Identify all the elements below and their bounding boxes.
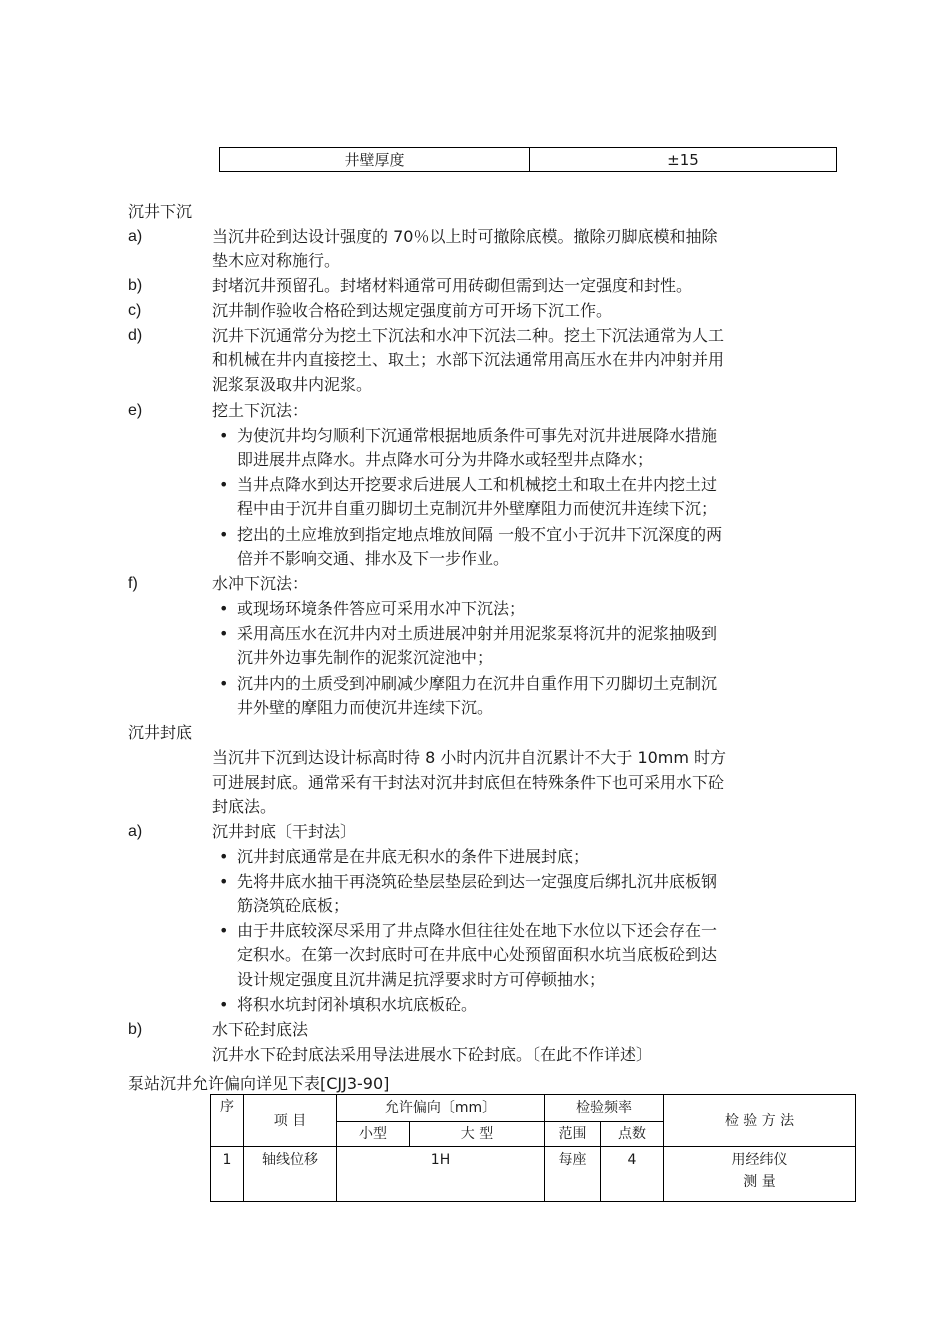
tolerance-table: [210, 1094, 856, 1202]
cell-method: [664, 1147, 856, 1202]
bullet-icon: •: [219, 847, 229, 866]
bullet-line: 筋浇筑砼底板；: [237, 896, 350, 915]
table-row: [220, 148, 837, 172]
item-label-a: a): [128, 823, 143, 840]
bullet-line: 采用高压水在沉井内对土质进展冲射并用泥浆泵将沉井的泥浆抽吸到: [237, 624, 718, 643]
bullet-icon: •: [219, 995, 229, 1014]
header-allowed-deviation: 允许偏向〔mm〕: [337, 1095, 545, 1122]
bullet-line: 挖出的土应堆放到指定地点堆放间隔 一般不宜小于沉井下沉深度的两: [237, 525, 723, 544]
cell-seq: 1: [211, 1147, 244, 1202]
paragraph-line: 封底法。: [212, 797, 277, 816]
method-line: 测 量: [743, 1174, 776, 1190]
paragraph-line: 垫木应对称施行。: [212, 251, 341, 270]
paragraph-line: 封堵沉井预留孔。封堵材料通常可用砖砌但需到达一定强度和封性。: [212, 276, 693, 295]
table-cell: 井壁厚度: [220, 148, 530, 172]
table-caption: 泵站沉井允许偏向详见下表[CJJ3-90]: [128, 1074, 390, 1093]
table-cell: ±15: [530, 148, 837, 172]
bullet-icon: •: [219, 674, 229, 693]
bullet-icon: •: [219, 525, 229, 544]
section-heading-sealing: 沉井封底: [128, 723, 193, 742]
cell-item: 轴线位移: [244, 1147, 337, 1202]
paragraph-line: 和机械在井内直接挖土、取土；水部下沉法通常用高压水在井内冲射并用: [212, 350, 725, 369]
subsection-title: 水下砼封底法: [212, 1020, 309, 1039]
bullet-icon: •: [219, 475, 229, 494]
bullet-line: 程中由于沉井自重刃脚切土克制沉井外壁摩阻力而使沉井连续下沉；: [237, 499, 718, 518]
item-label-f: f): [128, 575, 138, 592]
bullet-icon: •: [219, 599, 229, 618]
header-seq: 序: [211, 1095, 244, 1147]
subsection-title: 沉井封底〔干封法〕: [212, 822, 357, 841]
header-inspection-method: 检 验 方 法: [664, 1095, 856, 1147]
paragraph-line: 泥浆泵汲取井内泥浆。: [212, 375, 373, 394]
wall-thickness-table: [219, 147, 837, 172]
bullet-line: 为使沉井均匀顺利下沉通常根据地质条件可事先对沉井进展降水措施: [237, 426, 718, 445]
paragraph-line: 可进展封底。通常采有干封法对沉井封底但在特殊条件下也可采用水下砼: [212, 773, 725, 792]
item-label-a: a): [128, 228, 143, 245]
bullet-line: 即进展井点降水。井点降水可分为井降水或轻型井点降水；: [237, 450, 654, 469]
header-range: 范围: [545, 1121, 601, 1146]
item-label-e: e): [128, 402, 143, 419]
bullet-line: 将积水坑封闭补填积水坑底板砼。: [237, 995, 478, 1014]
table-row: [211, 1147, 856, 1202]
paragraph-line: 当沉井下沉到达设计标高时待 8 小时内沉井自沉累计不大于 10mm 时方: [212, 748, 727, 767]
header-points: 点数: [601, 1121, 664, 1146]
table-header-row: [211, 1095, 856, 1122]
header-small: 小型: [337, 1121, 410, 1146]
paragraph-line: 当沉井砼到达设计强度的 70％以上时可撤除底模。撤除刃脚底模和抽除: [212, 227, 718, 246]
paragraph-line: 沉井下沉通常分为挖土下沉法和水冲下沉法二种。挖土下沉法通常为人工: [212, 326, 725, 345]
paragraph-line: 沉井制作验收合格砼到达规定强度前方可开场下沉工作。: [212, 301, 613, 320]
bullet-line: 沉井封底通常是在井底无积水的条件下进展封底；: [237, 847, 590, 866]
cell-points: 4: [601, 1147, 664, 1202]
bullet-line: 沉井外边事先制作的泥浆沉淀池中；: [237, 648, 494, 667]
bullet-line: 先将井底水抽干再浇筑砼垫层垫层砼到达一定强度后绑扎沉井底板钢: [237, 872, 718, 891]
bullet-line: 沉井内的土质受到冲刷减少摩阻力在沉井自重作用下刃脚切土克制沉: [237, 674, 718, 693]
bullet-icon: •: [219, 426, 229, 445]
bullet-line: 井外壁的摩阻力而使沉井连续下沉。: [237, 698, 494, 717]
header-large: 大 型: [410, 1121, 545, 1146]
bullet-line: 设计规定强度且沉井满足抗浮要求时方可停顿抽水；: [237, 970, 606, 989]
bullet-icon: •: [219, 921, 229, 940]
item-label-b: b): [128, 1021, 143, 1038]
item-label-b: b): [128, 277, 143, 294]
paragraph-line: 水冲下沉法：: [212, 574, 309, 593]
paragraph-line: 沉井水下砼封底法采用导法进展水下砼封底。〔在此不作详述〕: [212, 1045, 653, 1064]
method-line: 用经纬仪: [731, 1152, 788, 1168]
bullet-line: 由于井底较深尽采用了井点降水但往往处在地下水位以下还会存在一: [237, 921, 718, 940]
bullet-line: 或现场环境条件答应可采用水冲下沉法；: [237, 599, 526, 618]
bullet-line: 定积水。在第一次封底时可在井底中心处预留面积水坑当底板砼到达: [237, 945, 718, 964]
bullet-icon: •: [219, 872, 229, 891]
bullet-line: 当井点降水到达开挖要求后进展人工和机械挖土和取土在井内挖土过: [237, 475, 718, 494]
item-label-d: d): [128, 327, 143, 344]
section-heading-sinking: 沉井下沉: [128, 202, 193, 221]
cell-deviation-value: 1H: [337, 1147, 545, 1202]
header-item: 项 目: [244, 1095, 337, 1147]
bullet-line: 倍并不影响交通、排水及下一步作业。: [237, 549, 510, 568]
item-label-c: c): [128, 302, 142, 319]
cell-range: 每座: [545, 1147, 601, 1202]
bullet-icon: •: [219, 624, 229, 643]
header-inspection-frequency: 检验频率: [545, 1095, 664, 1122]
paragraph-line: 挖土下沉法：: [212, 401, 309, 420]
